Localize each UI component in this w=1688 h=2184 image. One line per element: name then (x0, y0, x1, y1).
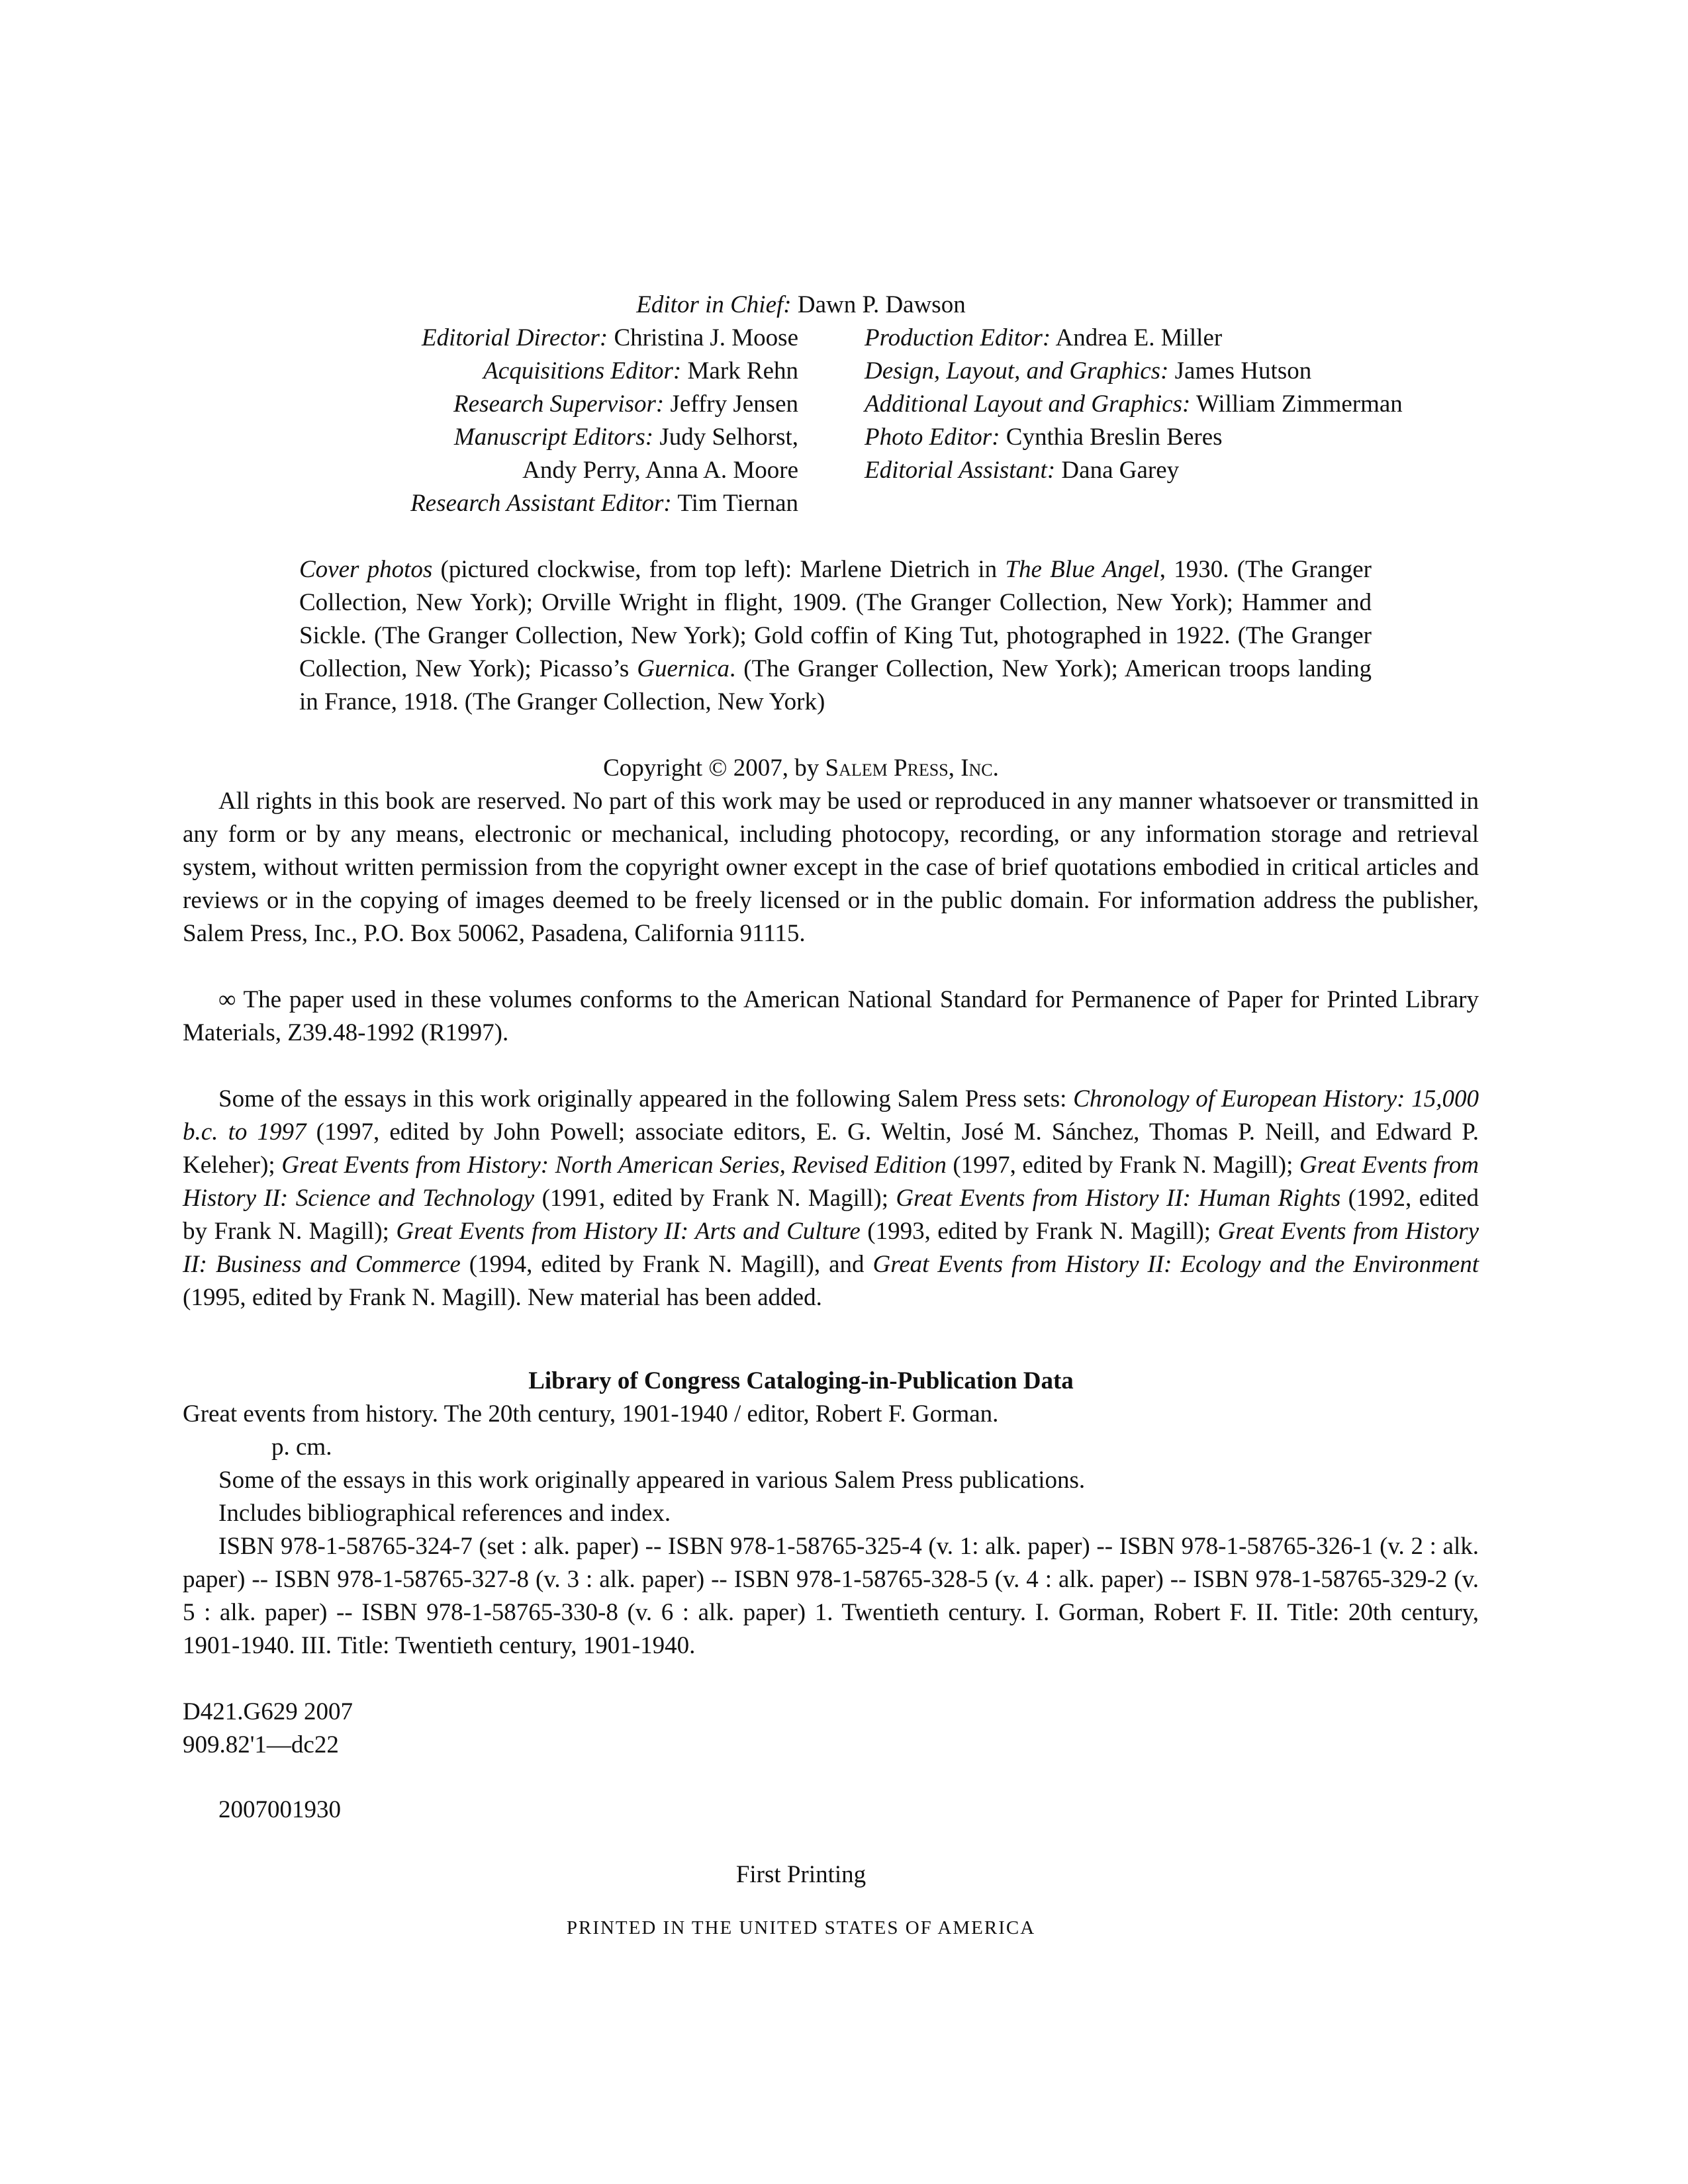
staff-role: Research Supervisor: (453, 390, 665, 418)
cip-note: Some of the essays in this work originally appeared in various Salem Press publications. (218, 1467, 1086, 1494)
cip-pcm: p. cm. (271, 1433, 332, 1461)
staff-row (291, 421, 798, 454)
staff-row (865, 454, 1526, 487)
essays-text: (1997, edited by Frank N. Magill); (946, 1152, 1299, 1179)
essays-set-title: Great Events from History II: Ecology and the Environment (872, 1251, 1479, 1278)
staff-name: Cynthia Breslin Beres (1006, 424, 1223, 451)
call-number-block (183, 1696, 353, 1762)
cover-lead: Cover photos (299, 556, 433, 583)
call-number: D421.G629 2007 (183, 1698, 353, 1725)
essays-text: Some of the essays in this work originally appeared in the following Salem Press sets: (218, 1085, 1074, 1113)
copyright-prefix: Copyright © 2007, by (603, 754, 825, 782)
essays-set-title: Great Events from History: North American Series, Revised Edition (281, 1152, 947, 1179)
essays-text: (1994, edited by Frank N. Magill), and (460, 1251, 873, 1278)
staff-name: Andy Perry, Anna A. Moore (522, 457, 798, 484)
editor-in-chief-line (0, 289, 1645, 322)
staff-name: Mark Rehn (687, 357, 798, 385)
staff-name: Tim Tiernan (677, 490, 798, 517)
staff-row (291, 322, 798, 355)
cover-painting-title: Guernica (637, 655, 730, 682)
staff-name: James Hutson (1174, 357, 1312, 385)
essays-text: (1991, edited by Frank N. Magill); (534, 1185, 896, 1212)
staff-list-left (291, 322, 798, 520)
staff-role: Acquisitions Editor: (483, 357, 682, 385)
staff-row (865, 355, 1526, 388)
dewey-number: 909.82'1—dc22 (183, 1731, 339, 1758)
staff-role: Production Editor: (865, 324, 1051, 351)
staff-name: Jeffry Jensen (670, 390, 798, 418)
cip-record (183, 1398, 1479, 1662)
staff-row (865, 388, 1526, 421)
cip-note: Includes bibliographical references and index. (218, 1500, 671, 1527)
copyright-line (0, 752, 1645, 785)
cover-text: , 1930. (The Granger Collection, New York); Orville Wright in flight, 1909. (The Granger Collection, New York); Hammer and Sickle. (The Granger Collection, New York); Gold coffin of King Tut, photographed in 1922. (The Granger Collection, New York); Picasso’s (299, 556, 1372, 682)
essays-text: (1995, edited by Frank N. Magill). New material has been added. (183, 1284, 822, 1311)
staff-role: Editorial Assistant: (865, 457, 1056, 484)
first-printing: First Printing (735, 1861, 867, 1888)
cover-film-title: The Blue Angel (1005, 556, 1160, 583)
cover-text: . (The Granger Collection, New York); American troops landing in France, 1918. (The Granger Collection, New York) (299, 655, 1372, 715)
essays-text: (1997, edited by John Powell; associate editors, E. G. Weltin, José M. Sánchez, Thomas P. Neill, and Edward P. Keleher); (183, 1118, 1479, 1179)
essays-text: (1993, edited by Frank N. Magill); (860, 1218, 1218, 1245)
staff-role: Manuscript Editors: (453, 424, 654, 451)
staff-row (291, 487, 798, 520)
rights-paragraph: All rights in this book are reserved. No part of this work may be used or reproduced in any manner whatsoever or transmitted in any form or by any means, electronic or mechanical, including photocopy, recording, or any information storage and retrieval system, without written permission from the copyright owner except in the case of brief quotations embodied in critical articles and reviews or in the copying of images deemed to be freely licensed or in the public domain. For information address the publisher, Salem Press, Inc., P.O. Box 50062, Pasadena, California 91115. (183, 788, 1479, 947)
staff-list-right (865, 322, 1526, 487)
staff-role: Research Assistant Editor: (410, 490, 672, 517)
cip-title-line: Great events from history. The 20th century, 1901-1940 / editor, Robert F. Gorman. (183, 1400, 999, 1428)
essays-source-paragraph (183, 1083, 1479, 1314)
staff-name: Christina J. Moose (614, 324, 798, 351)
editor-in-chief-name: Dawn P. Dawson (797, 291, 966, 318)
essays-set-title: Great Events from History II: Business and Commerce (183, 1218, 1479, 1278)
cip-heading: Library of Congress Cataloging-in-Publication Data (528, 1367, 1074, 1394)
essays-set-title: Great Events from History II: Human Rights (896, 1185, 1341, 1212)
lccn: 2007001930 (218, 1796, 341, 1823)
paper-notice: ∞ The paper used in these volumes conforms to the American National Standard for Permanence of Paper for Printed Library Materials, Z39.48-1992 (R1997). (183, 986, 1479, 1046)
cover-text: (pictured clockwise, from top left): Marlene Dietrich in (432, 556, 1006, 583)
cip-isbn-block: ISBN 978-1-58765-324-7 (set : alk. paper) -- ISBN 978-1-58765-325-4 (v. 1: alk. paper) -- ISBN 978-1-58765-326-1 (v. 2 : alk. paper) -- ISBN 978-1-58765-327-8 (v. 3 : alk. paper) -- ISBN 978-1-58765-328-5 (v. 4 : alk. paper) -- ISBN 978-1-58765-329-2 (v. 5 : alk. paper) -- ISBN 978-1-58765-330-8 (v. 6 : alk. paper) 1. Twentieth century. I. Gorman, Robert F. II. Title: 20th century, 1901-1940. III. Title: Twentieth century, 1901-1940. (183, 1533, 1479, 1659)
staff-name: Judy Selhorst, (659, 424, 798, 451)
staff-role: Design, Layout, and Graphics: (865, 357, 1169, 385)
staff-row (291, 388, 798, 421)
printed-in-usa: PRINTED IN THE UNITED STATES OF AMERICA (566, 1917, 1036, 1938)
cover-photos-credit (299, 553, 1372, 719)
staff-name: Dana Garey (1061, 457, 1180, 484)
editor-in-chief-label: Editor in Chief: (636, 291, 792, 318)
staff-row (865, 421, 1526, 454)
essays-set-title: Great Events from History II: Arts and Culture (396, 1218, 861, 1245)
essays-set-title: Chronology of European History: 15,000 b.c. to 1997 (183, 1085, 1479, 1146)
copyright-publisher: Salem Press, Inc. (825, 754, 999, 782)
essays-set-title: Great Events from History II: Science and Technology (183, 1152, 1479, 1212)
staff-name: Andrea E. Miller (1055, 324, 1223, 351)
staff-row (865, 322, 1526, 355)
staff-role: Photo Editor: (865, 424, 1000, 451)
essays-text: (1992, edited by Frank N. Magill); (183, 1185, 1479, 1245)
staff-row (291, 454, 798, 487)
staff-role: Additional Layout and Graphics: (865, 390, 1191, 418)
staff-role: Editorial Director: (421, 324, 608, 351)
staff-name: William Zimmerman (1196, 390, 1403, 418)
staff-row (291, 355, 798, 388)
